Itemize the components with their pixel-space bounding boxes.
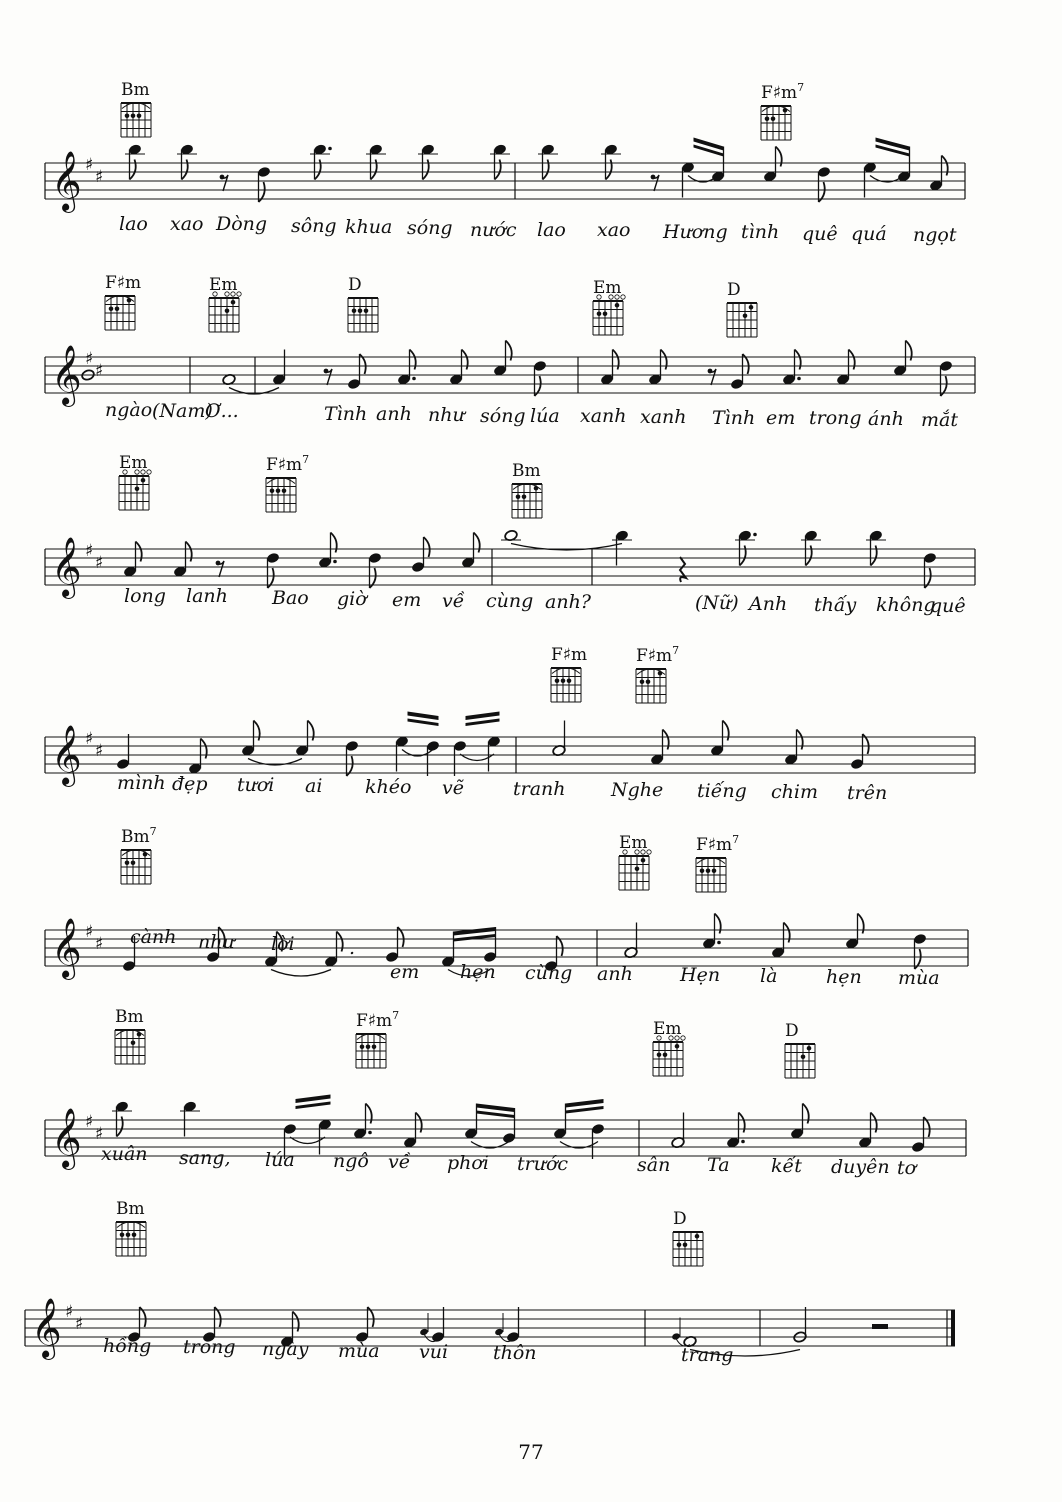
staff xyxy=(45,549,975,585)
fretboard-grid-icon xyxy=(356,1034,386,1068)
note xyxy=(624,923,638,959)
lyric-word: ánh xyxy=(868,408,904,430)
fretboard-grid-icon xyxy=(119,470,151,510)
note xyxy=(464,1104,478,1140)
note xyxy=(449,350,468,386)
lyric-word: vui xyxy=(419,1341,449,1363)
lyric-word: Hương xyxy=(663,221,728,243)
note xyxy=(591,1123,605,1159)
note xyxy=(735,529,757,565)
note xyxy=(552,721,566,757)
note xyxy=(702,914,721,950)
lyric-word: tươi xyxy=(237,774,275,796)
key-signature-icon xyxy=(85,1112,103,1144)
note xyxy=(793,1307,807,1343)
note xyxy=(123,542,142,578)
fretboard-grid-icon xyxy=(512,484,542,518)
lyric-word: (Nam) xyxy=(152,400,213,422)
chord-diagram xyxy=(727,280,757,337)
note xyxy=(600,350,619,386)
lyric-word: Tình xyxy=(712,407,756,429)
note xyxy=(650,730,669,766)
note xyxy=(726,1113,745,1149)
tie xyxy=(271,970,331,977)
note xyxy=(483,927,497,963)
note xyxy=(385,927,404,963)
key-signature-icon xyxy=(85,729,103,761)
music-system xyxy=(45,80,965,246)
note xyxy=(177,143,197,179)
note xyxy=(347,354,366,390)
lyric-word: ai xyxy=(305,775,323,797)
svg-text:♯: ♯ xyxy=(65,1302,74,1322)
chord-name: Em xyxy=(209,275,238,295)
note xyxy=(397,350,416,386)
fretboard-grid-icon xyxy=(696,858,726,892)
rest-icon xyxy=(220,175,228,191)
note xyxy=(188,739,207,775)
chord-diagram xyxy=(512,461,542,518)
lyric-word: lao xyxy=(119,213,148,235)
chord-diagram xyxy=(785,1021,815,1078)
chord-name: Em xyxy=(619,833,648,853)
staff xyxy=(45,357,975,393)
lyric-word: giờ xyxy=(337,588,367,610)
lyric-word: sóng xyxy=(480,405,526,427)
chord-name: Bm xyxy=(115,1007,144,1027)
note xyxy=(116,734,130,770)
lyric-word: Anh xyxy=(749,593,788,615)
fretboard-grid-icon xyxy=(673,1232,703,1266)
note xyxy=(836,350,855,386)
lyric-word: em xyxy=(392,589,422,611)
note xyxy=(403,1113,422,1149)
svg-text:♯: ♯ xyxy=(85,349,94,369)
note xyxy=(553,1104,567,1140)
beam xyxy=(477,1104,515,1113)
music-system xyxy=(25,1199,955,1366)
note xyxy=(441,932,455,968)
rest-icon xyxy=(872,1324,888,1329)
lyric-word: xuân xyxy=(101,1143,148,1165)
svg-text:♯: ♯ xyxy=(85,155,94,175)
note xyxy=(426,740,440,776)
fretboard-grid-icon xyxy=(619,850,651,890)
lyric-word: em xyxy=(390,961,420,983)
lyric-word: kết xyxy=(771,1155,802,1177)
rest-icon xyxy=(680,557,686,582)
lyric-word: quê xyxy=(802,223,838,245)
note xyxy=(533,360,547,396)
note xyxy=(353,1104,372,1140)
note xyxy=(355,1307,374,1343)
chord-diagram xyxy=(673,1209,703,1266)
note xyxy=(490,143,510,179)
lyric-word: quê xyxy=(930,595,966,617)
staff xyxy=(25,1310,955,1346)
svg-text:♯: ♯ xyxy=(85,1112,94,1132)
lyric-word: phơi xyxy=(447,1152,489,1174)
chord-name: F♯m xyxy=(105,273,142,293)
lyric-word: hẹn xyxy=(826,966,862,988)
note xyxy=(493,341,512,377)
lyric-word: Dòng xyxy=(216,213,268,235)
lyric-word: tranh xyxy=(513,778,566,800)
note xyxy=(502,1108,516,1144)
lyric-word: xanh xyxy=(640,406,687,428)
lyric-word: như xyxy=(198,931,235,953)
page-number: 77 xyxy=(518,1440,544,1464)
music-system xyxy=(45,1007,966,1179)
key-signature-icon xyxy=(85,541,103,573)
lyric-word: chim xyxy=(771,781,818,803)
chord-diagram xyxy=(696,833,739,892)
key-signature-icon xyxy=(85,155,103,187)
lyric-word: trước xyxy=(517,1153,569,1175)
chord-name: D xyxy=(785,1021,799,1041)
note xyxy=(366,143,386,179)
lyric-word: trên xyxy=(847,782,888,804)
note xyxy=(845,914,864,950)
lyric-word: khua xyxy=(345,216,393,238)
chord-name: $F♯m^7$ xyxy=(266,453,310,475)
note xyxy=(929,156,948,192)
lyric-word: tiếng xyxy=(697,780,747,802)
note xyxy=(324,932,343,968)
fretboard-grid-icon xyxy=(551,668,581,702)
lyric-word: xanh xyxy=(580,405,627,427)
note xyxy=(180,1100,200,1136)
lyric-word: anh? xyxy=(545,591,591,613)
note xyxy=(257,166,271,202)
lyric-word: . xyxy=(349,937,356,959)
lyric-word: không xyxy=(876,594,936,616)
note xyxy=(419,1307,445,1343)
beam xyxy=(454,927,496,936)
chord-name: Bm xyxy=(116,1199,145,1219)
note xyxy=(866,529,886,565)
note xyxy=(125,143,145,179)
chord-diagram xyxy=(121,825,157,884)
fretboard-grid-icon xyxy=(209,292,241,332)
fretboard-grid-icon xyxy=(761,106,791,140)
chord-diagram xyxy=(209,275,241,332)
note xyxy=(318,533,337,569)
svg-text:♯: ♯ xyxy=(95,1124,104,1144)
lyric-word: là xyxy=(760,965,778,987)
svg-text:♯: ♯ xyxy=(95,741,104,761)
beam xyxy=(408,712,439,721)
note xyxy=(648,350,667,386)
lyric-word: khéo xyxy=(365,776,412,798)
chord-diagram xyxy=(115,1007,145,1064)
svg-text:♯: ♯ xyxy=(85,922,94,942)
lyric-word: lúa xyxy=(530,405,560,427)
lyric-word: như xyxy=(428,404,465,426)
svg-text:♯: ♯ xyxy=(85,729,94,749)
note xyxy=(782,350,801,386)
fretboard-grid-icon xyxy=(653,1036,685,1076)
chord-name: $F♯m^7$ xyxy=(696,833,740,855)
note xyxy=(494,1307,520,1343)
note xyxy=(418,143,438,179)
lyric-word: sông xyxy=(291,215,337,237)
chord-name: Em xyxy=(119,453,148,473)
lyric-word: mắt xyxy=(921,409,958,431)
beam xyxy=(296,1095,331,1104)
lyric-word: ngô xyxy=(333,1150,369,1172)
svg-text:♯: ♯ xyxy=(95,934,104,954)
treble-clef-icon: 𝄞 xyxy=(51,151,82,211)
note xyxy=(487,735,501,771)
lyric-word: mùa xyxy=(338,1340,380,1362)
lyric-word: xao xyxy=(170,213,204,235)
lyric-word: nước xyxy=(470,219,517,241)
note xyxy=(345,740,359,776)
treble-clef-icon: 𝄞 xyxy=(51,345,82,405)
note xyxy=(911,1117,930,1153)
lyric-word: Hẹn xyxy=(680,964,721,986)
note xyxy=(612,529,632,565)
note xyxy=(923,552,937,588)
note xyxy=(771,923,790,959)
chord-name: Em xyxy=(593,278,622,298)
lyric-word: Bao xyxy=(272,587,309,609)
svg-text:♯: ♯ xyxy=(75,1314,84,1334)
svg-text:♯: ♯ xyxy=(95,361,104,381)
chord-diagram xyxy=(636,644,679,703)
note xyxy=(730,354,749,390)
note xyxy=(671,1113,685,1149)
chord-diagram xyxy=(551,645,587,702)
lyric-word: thấy xyxy=(814,594,857,616)
svg-text:♯: ♯ xyxy=(95,167,104,187)
note xyxy=(538,143,558,179)
lyric-word: trang xyxy=(681,1344,734,1366)
chord-name: D xyxy=(727,280,741,300)
lyric-word: long xyxy=(124,585,166,607)
note xyxy=(310,143,332,179)
lyric-word: lanh xyxy=(186,585,228,607)
lyric-word: hồng xyxy=(103,1335,152,1357)
rest-icon xyxy=(651,175,659,191)
lyric-word: Tình xyxy=(324,403,368,425)
fretboard-grid-icon xyxy=(115,1030,145,1064)
lyric-word: đẹp xyxy=(172,773,208,795)
note xyxy=(318,1118,332,1154)
svg-text:♯: ♯ xyxy=(95,553,104,573)
lyric-word: cùng xyxy=(525,962,573,984)
lyric-word: ngọt xyxy=(913,224,957,246)
chord-diagram xyxy=(116,1199,146,1256)
lyric-word: xao xyxy=(597,219,631,241)
lyric-word: trong xyxy=(809,407,862,429)
fretboard-grid-icon xyxy=(116,1222,146,1256)
treble-clef-icon: 𝄞 xyxy=(31,1298,62,1358)
staff xyxy=(45,930,968,966)
fretboard-grid-icon xyxy=(636,669,666,703)
fretboard-grid-icon xyxy=(121,850,151,884)
chord-diagram xyxy=(119,453,151,510)
lyric-word: sang, xyxy=(179,1147,231,1169)
fretboard-grid-icon xyxy=(266,478,296,512)
rest-icon xyxy=(216,561,224,577)
lyric-word: về xyxy=(442,590,465,612)
lyric-word: lúa xyxy=(265,1149,295,1171)
lyric-word: (Nữ) xyxy=(695,592,739,614)
fretboard-grid-icon xyxy=(121,103,151,137)
music-system xyxy=(45,453,975,617)
note xyxy=(858,1113,877,1149)
fretboard-grid-icon xyxy=(785,1044,815,1078)
treble-clef-icon: 𝄞 xyxy=(51,725,82,785)
note xyxy=(850,734,869,770)
note xyxy=(784,730,803,766)
music-system xyxy=(45,273,975,431)
music-system xyxy=(45,644,975,804)
rest-icon xyxy=(324,369,332,385)
lyric-word: ngày xyxy=(262,1338,309,1360)
lyric-word: mình xyxy=(117,772,166,794)
chord-name: Bm$^7$ xyxy=(121,825,157,847)
note xyxy=(411,537,430,573)
lyric-word: anh xyxy=(597,963,633,985)
lyric-word: em xyxy=(766,407,796,429)
lyric-word: sóng xyxy=(407,217,453,239)
key-signature-icon xyxy=(65,1302,83,1334)
lyric-word: Ta xyxy=(707,1154,730,1176)
rest-icon xyxy=(708,369,716,385)
chord-diagram xyxy=(105,273,141,330)
lyric-word: quá xyxy=(851,223,887,245)
chord-diagram xyxy=(761,81,804,140)
chord-diagram xyxy=(348,275,378,332)
lyric-word: trong xyxy=(183,1336,236,1358)
note xyxy=(817,166,831,202)
fretboard-grid-icon xyxy=(727,303,757,337)
chord-diagram xyxy=(356,1009,399,1068)
lyric-word: duyên xyxy=(831,1156,890,1178)
chord-diagram xyxy=(593,278,625,335)
lyric-word: cành xyxy=(130,926,177,948)
note xyxy=(266,552,280,588)
note xyxy=(173,542,192,578)
note xyxy=(601,143,621,179)
note xyxy=(893,341,912,377)
chord-name: D xyxy=(673,1209,687,1229)
lyric-word: tơ xyxy=(897,1157,917,1179)
fretboard-grid-icon xyxy=(105,296,135,330)
note xyxy=(939,360,953,396)
chord-name: $F♯m^7$ xyxy=(636,644,680,666)
fretboard-grid-icon xyxy=(348,298,378,332)
chord-name: $F♯m^7$ xyxy=(356,1009,400,1031)
note xyxy=(763,147,782,183)
key-signature-icon xyxy=(85,922,103,954)
lyric-word: ngào xyxy=(105,399,153,421)
note xyxy=(272,350,286,386)
chord-diagram xyxy=(266,453,309,512)
svg-text:♯: ♯ xyxy=(85,541,94,561)
lyric-word: cùng xyxy=(486,590,534,612)
chord-diagram xyxy=(121,80,151,137)
note xyxy=(801,529,821,565)
chord-name: Bm xyxy=(121,80,150,100)
beam xyxy=(566,1099,604,1108)
chord-name: $F♯m^7$ xyxy=(761,81,805,103)
lyric-word: thôn xyxy=(493,1342,537,1364)
beam xyxy=(466,712,500,721)
lyric-word: Ơ... xyxy=(205,400,239,422)
note xyxy=(368,552,382,588)
lyric-word: hẹn xyxy=(460,961,496,983)
lyric-word: lời xyxy=(271,933,295,955)
chord-diagram xyxy=(619,833,651,890)
lyric-word: anh xyxy=(376,403,412,425)
note xyxy=(710,721,729,757)
lyric-word: lao xyxy=(537,219,566,241)
treble-clef-icon: 𝄞 xyxy=(51,1108,82,1168)
note xyxy=(241,721,260,757)
fretboard-grid-icon xyxy=(593,295,625,335)
lyric-word: về xyxy=(388,1151,411,1173)
chord-name: D xyxy=(348,275,362,295)
lyric-word: mùa xyxy=(898,967,940,989)
chord-name: Bm xyxy=(512,461,541,481)
note xyxy=(461,533,480,569)
staff xyxy=(45,737,975,773)
chord-diagram xyxy=(653,1019,685,1076)
lyric-word: Nghe xyxy=(611,779,664,801)
note xyxy=(295,721,314,757)
lyric-word: tình xyxy=(741,221,780,243)
chord-name: Em xyxy=(653,1019,682,1039)
lyric-word: sân xyxy=(637,1154,671,1176)
chord-name: F♯m xyxy=(551,645,588,665)
music-system xyxy=(45,825,968,989)
note xyxy=(913,933,927,969)
treble-clef-icon: 𝄞 xyxy=(51,537,82,597)
note xyxy=(112,1100,132,1136)
treble-clef-icon: 𝄞 xyxy=(51,918,82,978)
note xyxy=(501,529,521,541)
note xyxy=(790,1104,809,1140)
lyric-word: vẽ xyxy=(442,777,464,799)
